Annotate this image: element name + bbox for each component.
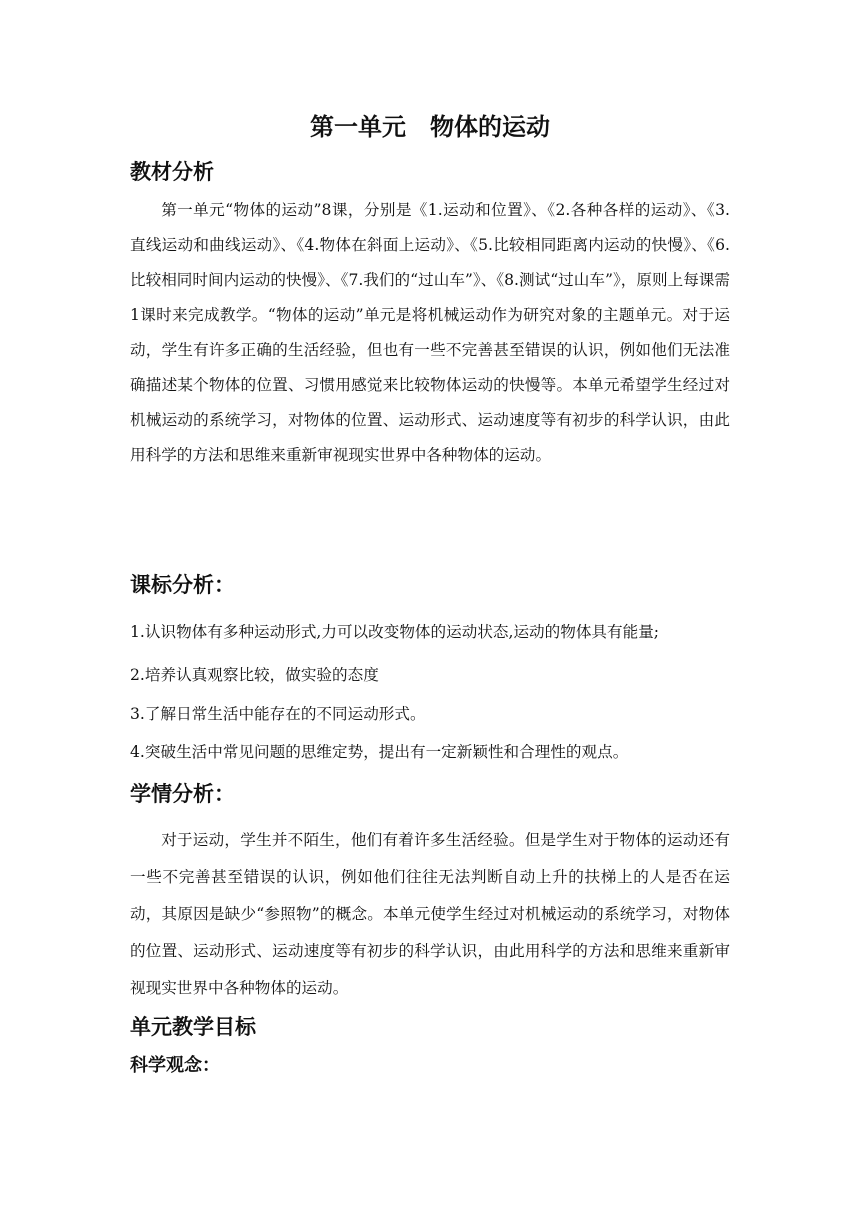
list-item: 1.认识物体有多种运动形式,力可以改变物体的运动状态,运动的物体具有能量; bbox=[130, 623, 660, 641]
list-item: 4.突破生活中常见问题的思维定势，提出有一定新颖性和合理性的观点。 bbox=[130, 743, 629, 761]
list-item: 3.了解日常生活中能存在的不同运动形式。 bbox=[130, 705, 426, 723]
subheading-science-concepts: 科学观念： bbox=[130, 1055, 220, 1076]
heading-standard-analysis: 课标分析： bbox=[130, 573, 235, 597]
heading-unit-goals: 单元教学目标 bbox=[130, 1015, 256, 1039]
list-item: 2.培养认真观察比较，做实验的态度 bbox=[130, 666, 379, 684]
student-analysis-paragraph: 对于运动，学生并不陌生，他们有着许多生活经验。但是学生对于物体的运动还有一些不完善甚至错误的认识，例如他们往往无法判断自动上升的扶梯上的人是否在运动，其原因是缺少“参照物”的概念。本单元使学生经过对机械运动的系统学习，对物体的位置、运动形式、运动速度等有初步的科学认识，由此用科学的方法和思维来重新审视现实世界中各种物体的运动。 bbox=[130, 831, 730, 997]
heading-student-analysis: 学情分析： bbox=[130, 782, 235, 806]
material-analysis-paragraph: 第一单元“物体的运动”8课，分别是《1.运动和位置》、《2.各种各样的运动》、《3.直线运动和曲线运动》、《4.物体在斜面上运动》、《5.比较相同距离内运动的快慢》、《6.比较相同时间内运动的快慢》、《7.我们的“过山车”》、《8.测试“过山车”》，原则上每课需1课时来完成教学。“物体的运动”单元是将机械运动作为研究对象的主题单元。对于运动，学生有许多正确的生活经验，但也有一些不完善甚至错误的认识，例如他们无法准确描述某个物体的位置、习惯用感觉来比较物体运动的快慢等。本单元希望学生经过对机械运动的系统学习，对物体的位置、运动形式、运动速度等有初步的科学认识，由此用科学的方法和思维来重新审视现实世界中各种物体的运动。 bbox=[130, 201, 730, 464]
page-title: 第一单元 物体的运动 bbox=[310, 113, 550, 141]
heading-material-analysis: 教材分析 bbox=[130, 160, 214, 184]
